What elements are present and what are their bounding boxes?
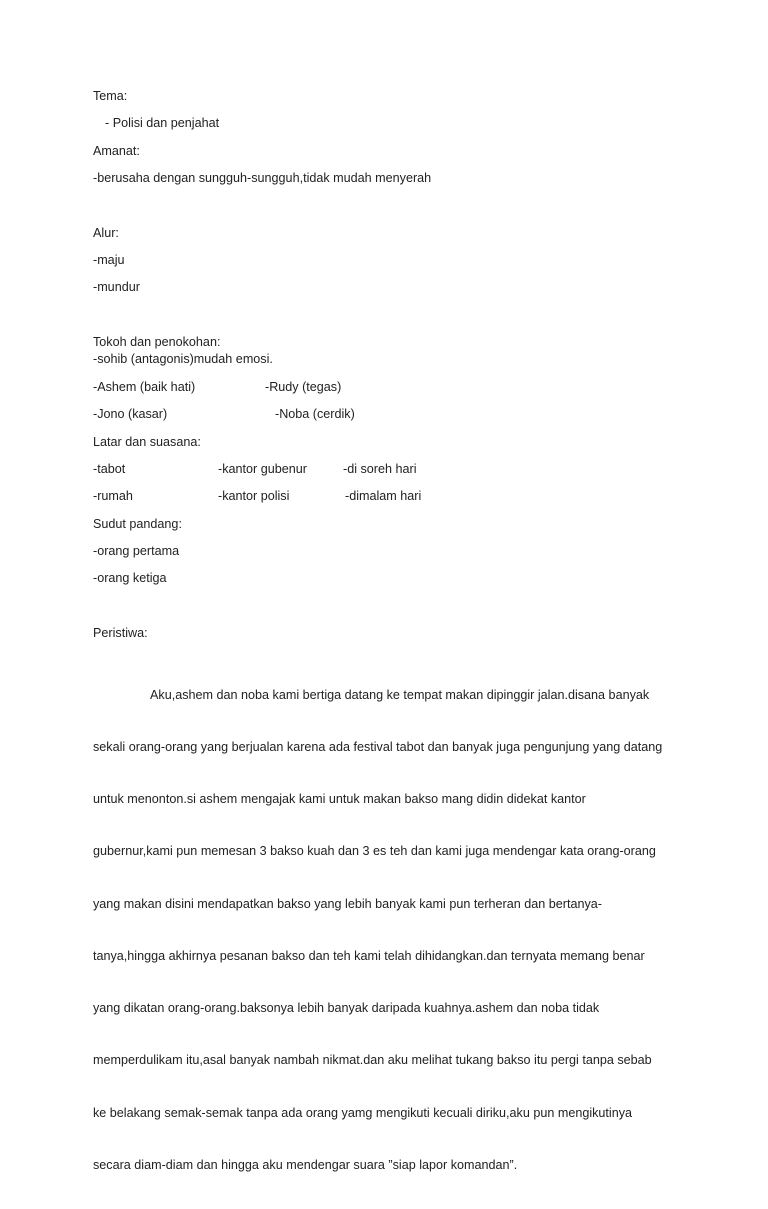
tema-heading: Tema: [93,89,128,103]
amanat-value: -berusaha dengan sungguh-sungguh,tidak mudah menyerah [93,171,432,185]
paragraph-line: tanya,hingga akhirnya pesanan bakso dan teh kami telah dihidangkan.dan ternyata memang benar [93,948,645,963]
paragraph-line: Aku,ashem dan noba kami bertiga datang ke tempat makan dipinggir jalan.disana banyak [150,687,650,702]
peristiwa-paragraph [93,652,678,1209]
latar-item: -rumah [93,489,133,503]
peristiwa-heading: Peristiwa: [93,626,148,640]
alur-item: -mundur [93,280,140,294]
paragraph-line: untuk menonton.si ashem mengajak kami untuk makan bakso mang didin didekat kantor [93,792,586,807]
alur-heading: Alur: [93,226,119,240]
latar-item: -kantor gubenur [218,462,307,476]
latar-item: -tabot [93,462,126,476]
paragraph-line: secara diam-diam dan hingga aku mendengar suara ”siap lapor komandan”. [93,1157,518,1172]
latar-item: -di soreh hari [343,462,417,476]
tokoh-item: -Ashem (baik hati) [93,380,196,394]
tokoh-item: -Jono (kasar) [93,407,168,421]
amanat-heading: Amanat: [93,144,140,158]
tema-value: - Polisi dan penjahat [105,116,220,130]
tokoh-item: -sohib (antagonis)mudah emosi. [93,352,273,366]
sudut-item: -orang pertama [93,544,180,558]
latar-item: -dimalam hari [345,489,422,503]
sudut-item: -orang ketiga [93,571,167,585]
paragraph-line: memperdulikam itu,asal banyak nambah nikmat.dan aku melihat tukang bakso itu pergi tanpa sebab [93,1053,652,1068]
tokoh-item: -Noba (cerdik) [275,407,355,421]
sudut-heading: Sudut pandang: [93,517,182,531]
paragraph-line: sekali orang-orang yang berjualan karena ada festival tabot dan banyak juga pengunjung yang datang [93,740,663,755]
latar-heading: Latar dan suasana: [93,435,201,449]
alur-item: -maju [93,253,125,267]
paragraph-line: gubernur,kami pun memesan 3 bakso kuah dan 3 es teh dan kami juga mendengar kata orang-orang [93,844,656,859]
tokoh-heading: Tokoh dan penokohan: [93,335,221,349]
paragraph-line: ke belakang semak-semak tanpa ada orang yamg mengikuti kecuali diriku,aku pun mengikutinya [93,1105,633,1120]
paragraph-line: yang dikatan orang-orang.baksonya lebih banyak daripada kuahnya.ashem dan noba tidak [93,1001,600,1016]
paragraph-line: yang makan disini mendapatkan bakso yang lebih banyak kami pun terheran dan bertanya- [93,896,602,911]
tokoh-item: -Rudy (tegas) [265,380,342,394]
latar-item: -kantor polisi [218,489,290,503]
